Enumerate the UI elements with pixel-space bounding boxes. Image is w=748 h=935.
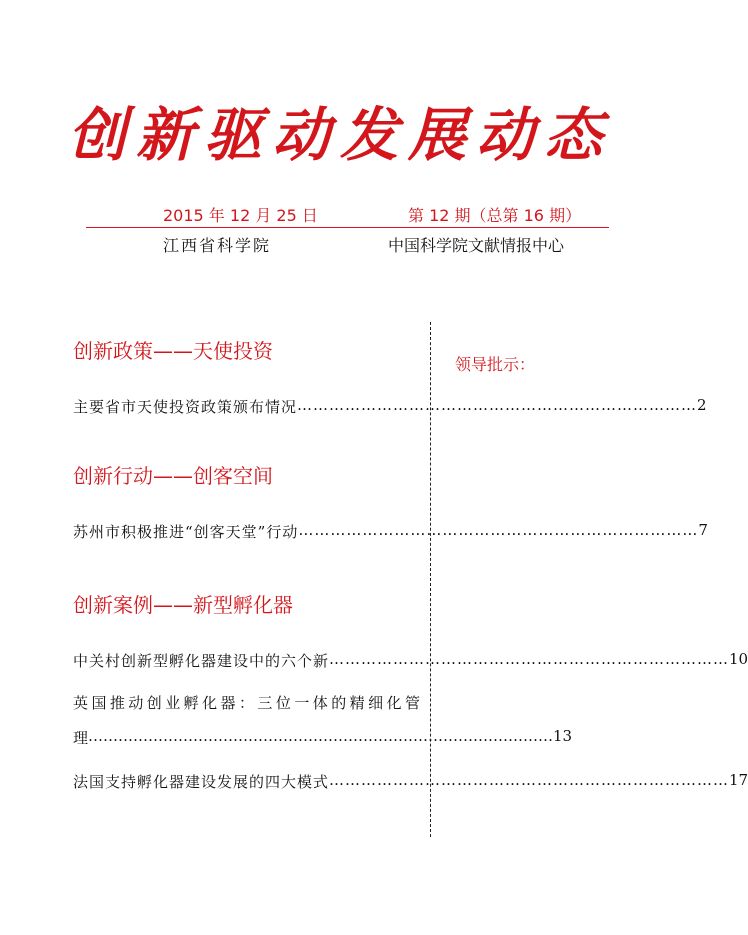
toc-leader-dots: ………………………………………………………………… xyxy=(329,771,730,789)
toc-entry-title: 法国支持孵化器建设发展的四大模式 xyxy=(73,773,330,791)
toc-entry-title-line1[interactable]: 英国推动创业孵化器：三位一体的精细化管 xyxy=(73,694,421,712)
toc-leader-dots: ………………………………………………………………… xyxy=(297,396,698,414)
toc-entry-page: 13 xyxy=(553,727,573,745)
section-heading: 创新案例——新型孵化器 xyxy=(73,593,293,617)
issue-number: 第 12 期（总第 16 期） xyxy=(408,206,582,225)
toc-entry[interactable] xyxy=(73,521,708,542)
toc-leader-dots: ………………………………………………………………………………… xyxy=(88,727,554,745)
toc-entry-title: 苏州市积极推进“创客天堂”行动 xyxy=(73,523,299,541)
issue-date: 2015 年 12 月 25 日 xyxy=(163,206,318,225)
header-divider xyxy=(86,227,609,228)
newsletter-title: 创新驱动发展动态 xyxy=(67,101,612,169)
section-heading: 创新政策——天使投资 xyxy=(73,339,273,363)
publisher-right: 中国科学院文献情报中心 xyxy=(388,236,565,255)
toc-entry-page: 17 xyxy=(729,771,748,789)
toc-entry-page: 2 xyxy=(697,396,707,414)
toc-leader-dots: ………………………………………………………………… xyxy=(298,521,699,539)
toc-entry-page: 10 xyxy=(729,650,748,668)
publisher-left: 江西省科学院 xyxy=(163,236,272,255)
toc-entry-title: 中关村创新型孵化器建设中的六个新 xyxy=(73,652,330,670)
toc-entry-title-line2: 理 xyxy=(73,729,89,747)
leader-note-label: 领导批示： xyxy=(455,355,536,374)
toc-entry[interactable] xyxy=(73,650,748,671)
toc-entry[interactable] xyxy=(73,727,573,748)
section-heading: 创新行动——创客空间 xyxy=(73,464,273,488)
toc-entry[interactable] xyxy=(73,771,748,792)
toc-entry[interactable] xyxy=(73,396,707,417)
toc-entry-page: 7 xyxy=(698,521,708,539)
toc-entry-title: 主要省市天使投资政策颁布情况 xyxy=(73,398,298,416)
toc-leader-dots: ………………………………………………………………… xyxy=(329,650,730,668)
